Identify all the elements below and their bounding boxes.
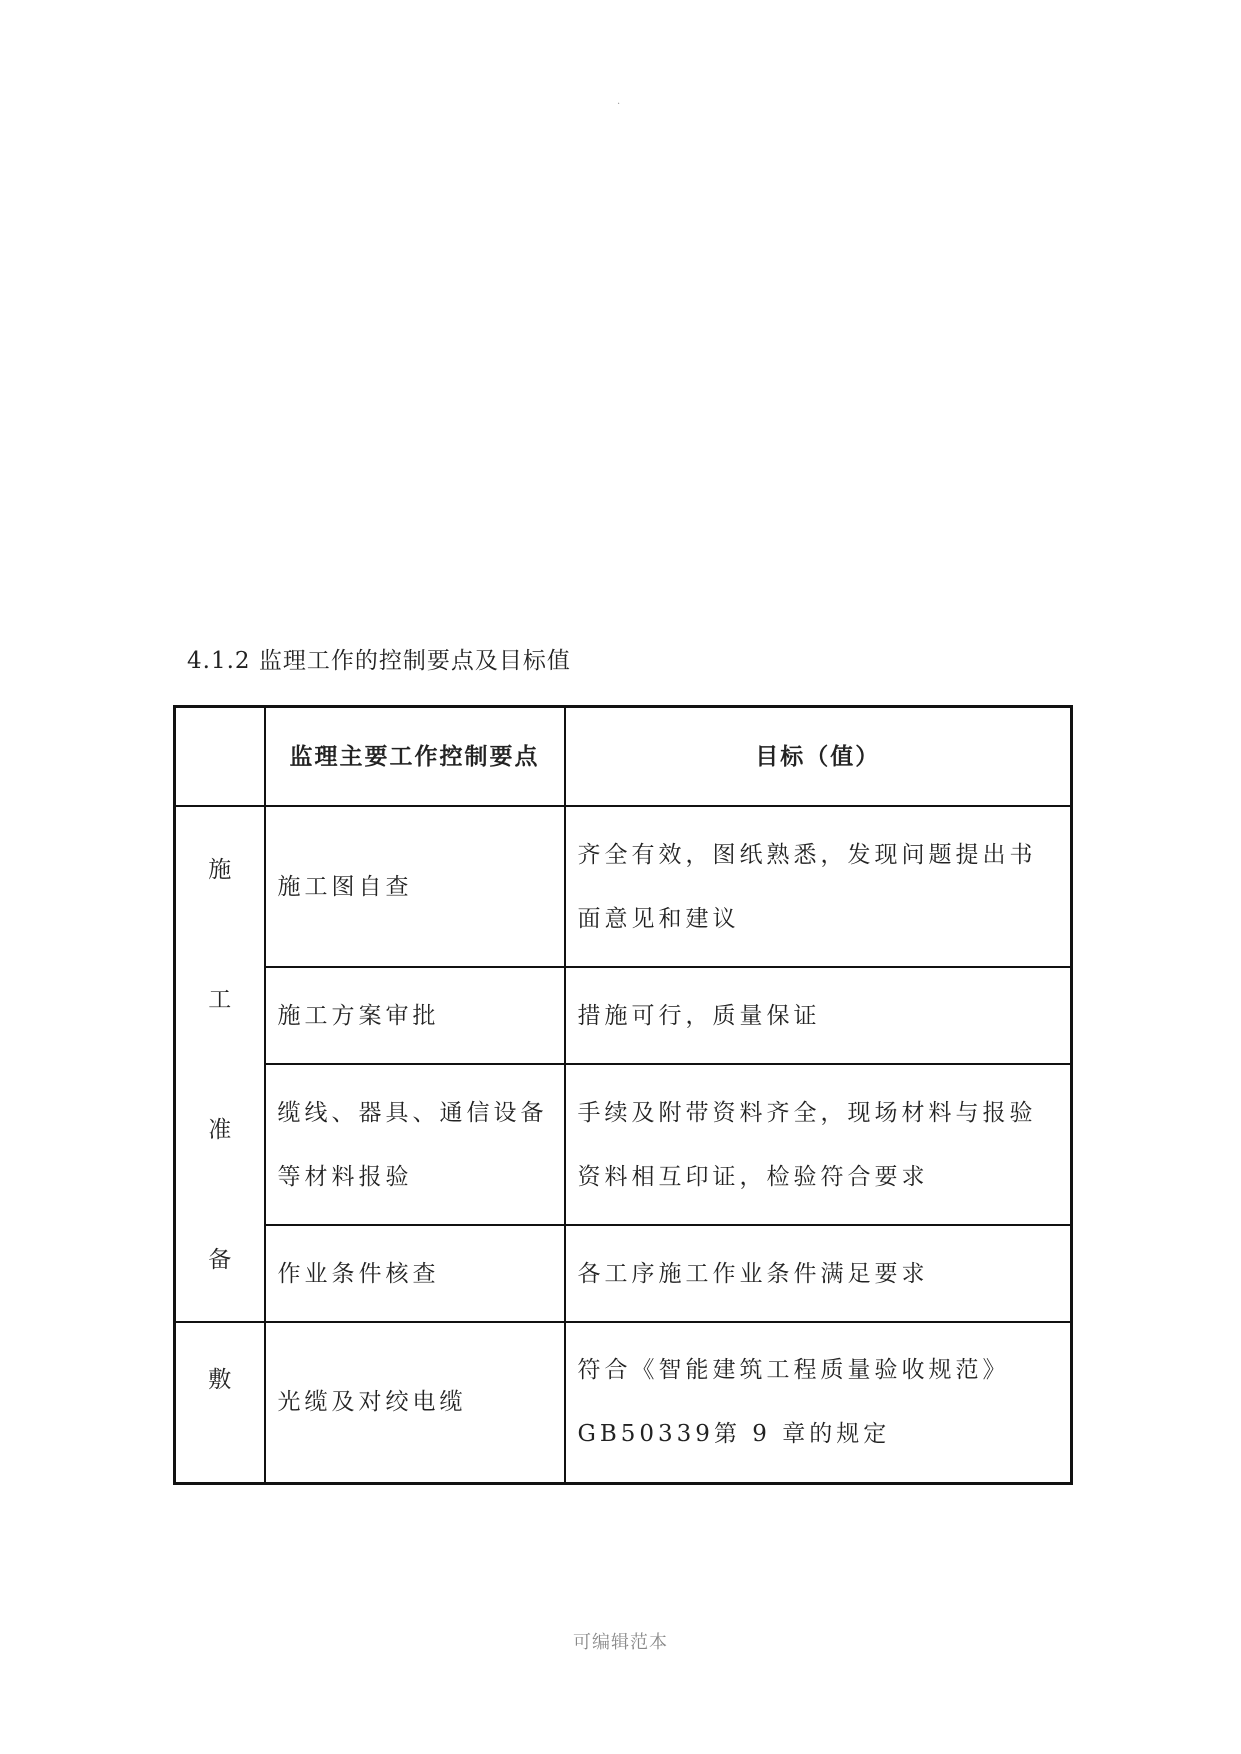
group-label-laying xyxy=(175,1322,265,1483)
table-row xyxy=(175,1225,1072,1322)
table-row xyxy=(175,1322,1072,1483)
section-heading: 4.1.2 监理工作的控制要点及目标值 xyxy=(187,648,571,674)
control-point-cell: 作业条件核查 xyxy=(265,1225,565,1322)
group-char: 工 xyxy=(208,987,232,1013)
footer-label: 可编辑范本 xyxy=(573,1632,668,1653)
control-point-cell: 施工方案审批 xyxy=(265,967,565,1064)
table-header-row xyxy=(175,707,1072,807)
group-char: 准 xyxy=(208,1117,232,1143)
target-cell: 各工序施工作业条件满足要求 xyxy=(565,1225,1072,1322)
top-mark: . xyxy=(617,96,621,107)
control-point-cell: 缆线、器具、通信设备等材料报验 xyxy=(265,1064,565,1225)
group-char: 施 xyxy=(208,857,232,883)
group-label-construction-prep xyxy=(175,806,265,1322)
control-point-cell: 光缆及对绞电缆 xyxy=(265,1322,565,1483)
target-cell: 齐全有效，图纸熟悉，发现问题提出书面意见和建议 xyxy=(565,806,1072,967)
target-cell: 手续及附带资料齐全，现场材料与报验资料相互印证，检验符合要求 xyxy=(565,1064,1072,1225)
table-row xyxy=(175,967,1072,1064)
table-row xyxy=(175,806,1072,967)
table-row xyxy=(175,1064,1072,1225)
control-points-table xyxy=(173,705,1073,1485)
target-cell: 措施可行，质量保证 xyxy=(565,967,1072,1064)
group-char: 备 xyxy=(208,1247,232,1273)
table-header-target: 目标（值） xyxy=(565,707,1072,807)
table-header-blank xyxy=(175,707,265,807)
control-point-cell: 施工图自查 xyxy=(265,806,565,967)
target-cell: 符合《智能建筑工程质量验收规范》GB50339第 9 章的规定 xyxy=(565,1322,1072,1483)
table-header-control-points: 监理主要工作控制要点 xyxy=(265,707,565,807)
group-char: 敷 xyxy=(208,1367,232,1393)
